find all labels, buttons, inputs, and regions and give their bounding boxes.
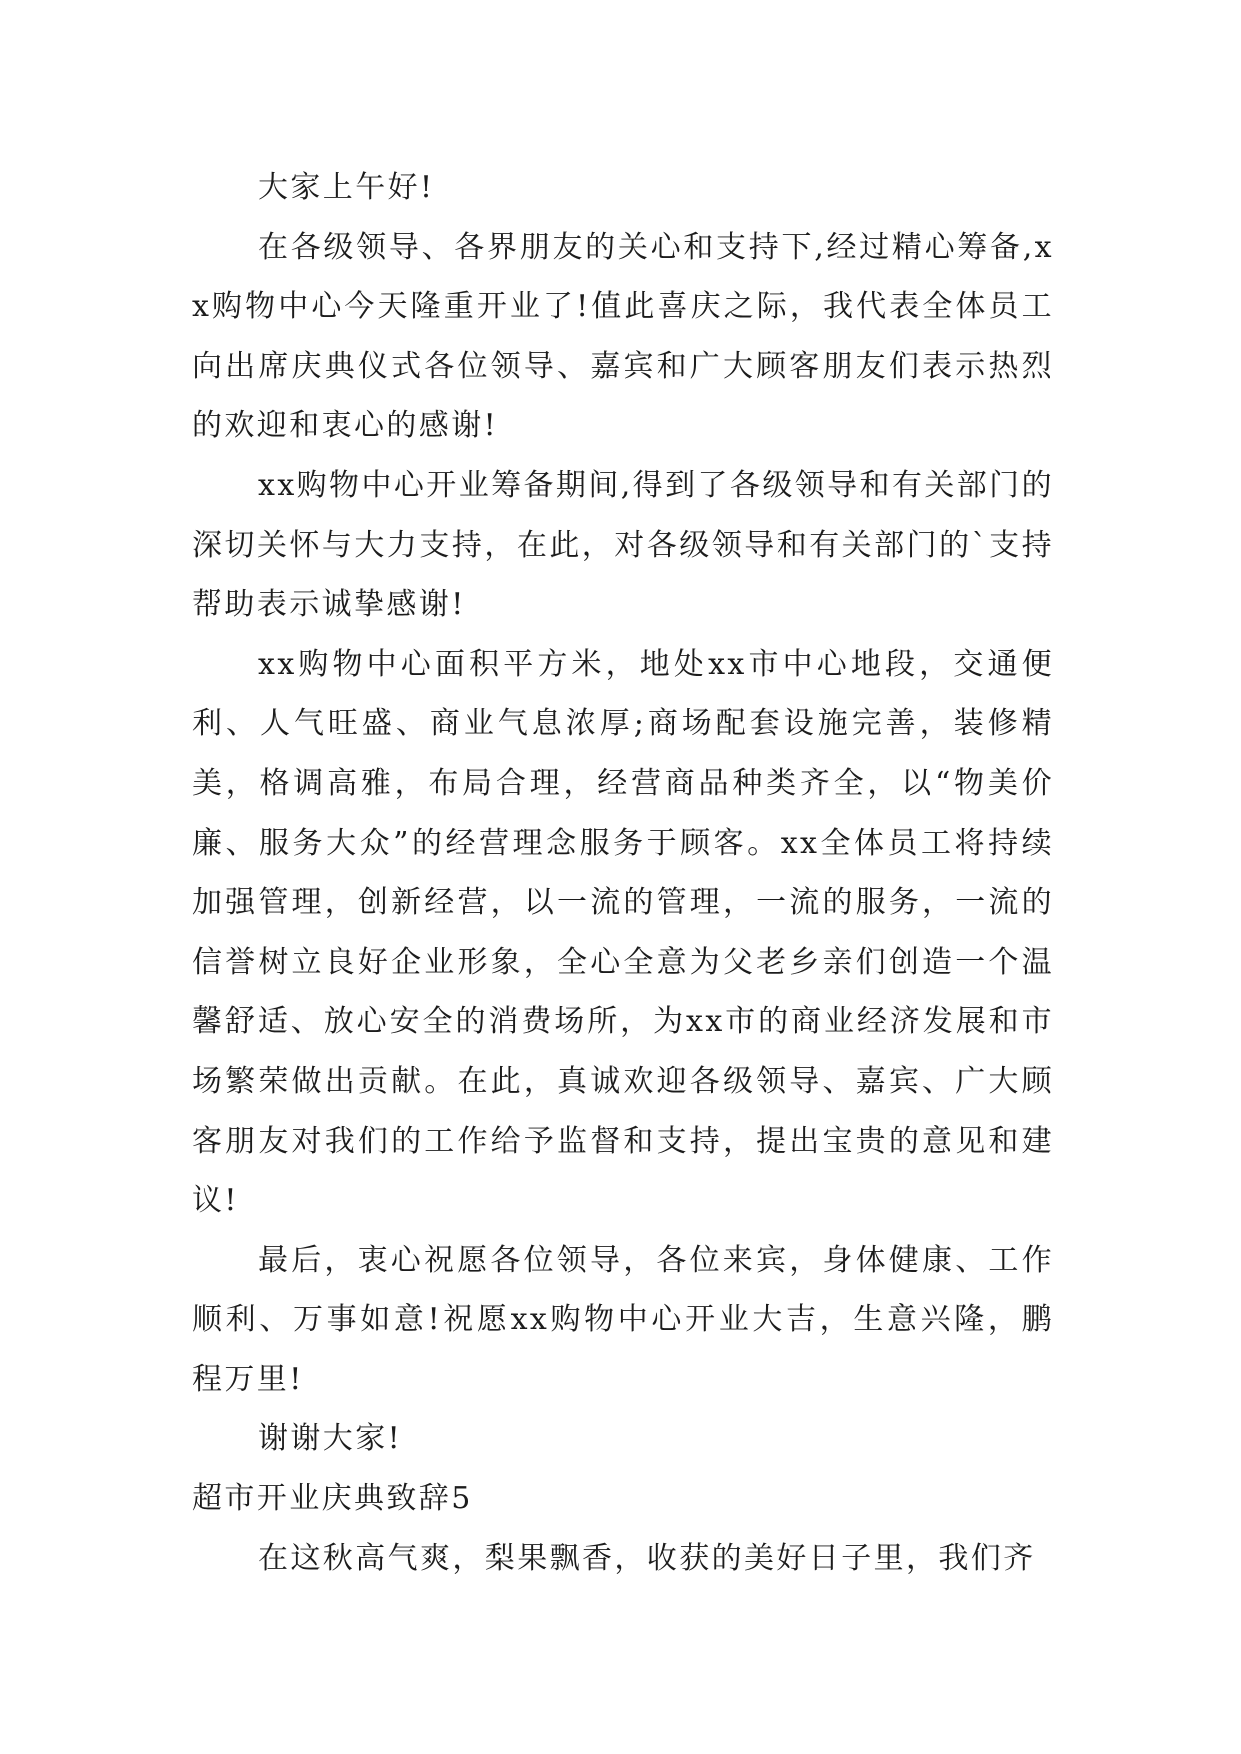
next-section-paragraph: 在这秋高气爽，梨果飘香，收获的美好日子里，我们齐 [258, 1540, 1036, 1576]
thanks-paragraph: xx购物中心开业筹备期间,得到了各级领导和有关部门的深切关怀与大力支持，在此，对各级领导和有关部门的`支持帮助表示诚挚感谢! [192, 467, 1054, 623]
introduction-paragraph: xx购物中心面积平方米，地处xx市中心地段，交通便利、人气旺盛、商业气息浓厚;商场配套设施完善，装修精美，格调高雅，布局合理，经营商品种类齐全，以“物美价廉、服务大众”的经营理念服务于顾客。xx全体员工将持续加强管理，创新经营，以一流的管理，一流的服务，一流的信誉树立良好企业形象，全心全意为父老乡亲们创造一个温馨舒适、放心安全的消费场所，为xx市的商业经济发展和市场繁荣做出贡献。在此，真诚欢迎各级领导、嘉宾、广大顾客朋友对我们的工作给予监督和支持，提出宝贵的意见和建议! [192, 646, 1054, 1219]
closing-paragraph: 谢谢大家! [258, 1421, 403, 1457]
greeting-paragraph: 大家上午好! [258, 170, 435, 205]
wishes-paragraph: 最后，衷心祝愿各位领导，各位来宾，身体健康、工作顺利、万事如意!祝愿xx购物中心开业大吉，生意兴隆，鹏程万里! [192, 1242, 1054, 1397]
opening-paragraph: 在各级领导、各界朋友的关心和支持下,经过精心筹备,xx购物中心今天隆重开业了!值此喜庆之际，我代表全体员工向出席庆典仪式各位领导、嘉宾和广大顾客朋友们表示热烈的欢迎和衷心的感谢! [192, 229, 1054, 444]
section-heading: 超市开业庆典致辞5 [192, 1481, 473, 1517]
document-body [192, 158, 1054, 1588]
